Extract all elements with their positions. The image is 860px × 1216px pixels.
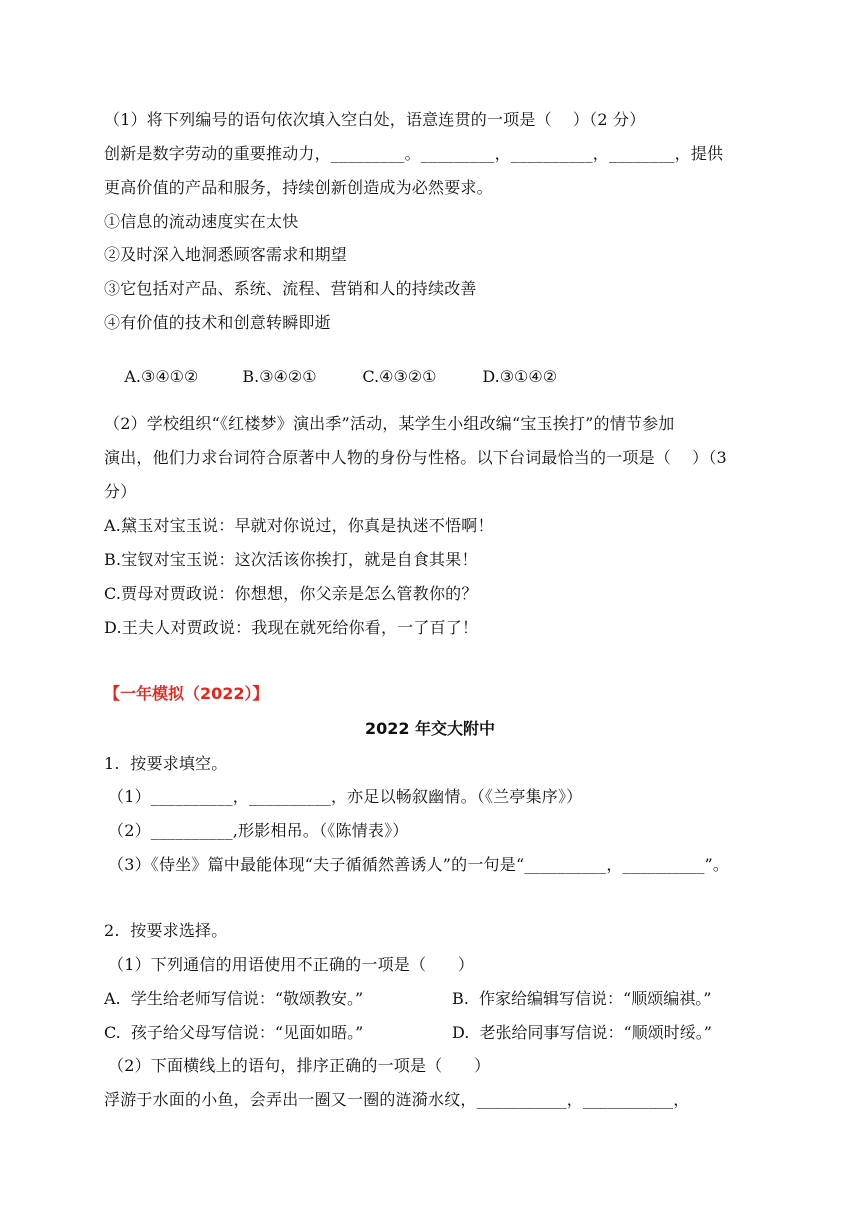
- q1-item-1: ①信息的流动速度实在太快: [104, 212, 299, 231]
- part2-option-b: B. 作家给编辑写信说：“顺颂编祺。”: [452, 989, 712, 1008]
- q1-passage-line-2: 更高价值的产品和服务，持续创新创造成为必然要求。: [104, 178, 493, 197]
- q2-option-a: A.黛玉对宝玉说：早就对你说过，你真是执迷不悟啊！: [104, 516, 494, 535]
- q1-item-3: ③它包括对产品、系统、流程、营销和人的持续改善: [104, 279, 477, 298]
- q1-stem: （1）将下列编号的语句依次填入空白处，语意连贯的一项是（ ）（2 分）: [104, 110, 646, 129]
- q1-options: [104, 347, 557, 407]
- q1-option-c: C.④③②①: [362, 367, 437, 386]
- q2-option-b: B.宝钗对宝玉说：这次活该你挨打，就是自食其果！: [104, 550, 478, 569]
- part2-option-d: D. 老张给同事写信说：“顺颂时绥。”: [452, 1023, 712, 1042]
- q1-passage-line-1: 创新是数字劳动的重要推动力，_________。_________，__________，________，提供: [104, 144, 724, 163]
- part2-option-c: C. 孩子给父母写信说：“见面如晤。”: [104, 1023, 364, 1042]
- q2-stem-line-2: 演出，他们力求台词符合原著中人物的身份与性格。以下台词最恰当的一项是（ ）（3: [104, 448, 727, 467]
- part1-line-1: （1）__________，__________，亦足以畅叙幽情。（《兰亭集序》）: [108, 787, 583, 806]
- part2-passage: 浮游于水面的小鱼，会弄出一圈又一圈的涟漪水纹，___________，___________，: [104, 1090, 690, 1109]
- q1-option-a: A.③④①②: [124, 367, 199, 386]
- q1-item-2: ②及时深入地洞悉顾客需求和期望: [104, 245, 348, 264]
- part1-line-3: （3）《侍坐》篇中最能体现“夫子循循然善诱人”的一句是“__________，__________”。: [108, 855, 730, 874]
- q1-option-d: D.③①④②: [482, 367, 558, 386]
- section-heading: 【一年模拟（2022）】: [104, 684, 269, 703]
- section-title: 2022 年交大附中: [364, 719, 496, 738]
- part1-line-2: （2）__________,形影相吊。（《陈情表》）: [108, 821, 409, 840]
- q2-stem-line-1: （2）学校组织“《红楼梦》演出季”活动，某学生小组改编“宝玉挨打”的情节参加: [104, 414, 675, 433]
- part2-option-a: A. 学生给老师写信说：“敬颂教安。”: [104, 989, 364, 1008]
- q1-option-b: B.③④②①: [242, 367, 317, 386]
- part1-title: 1. 按要求填空。: [104, 754, 228, 773]
- part2-sub-2: （2）下面横线上的语句，排序正确的一项是（ ）: [108, 1056, 491, 1075]
- part2-sub-1: （1）下列通信的用语使用不正确的一项是（ ）: [108, 955, 475, 974]
- q2-option-c: C.贾母对贾政说：你想想，你父亲是怎么管教你的？: [104, 584, 478, 603]
- q1-item-4: ④有价值的技术和创意转瞬即逝: [104, 313, 331, 332]
- q2-option-d: D.王夫人对贾政说：我现在就死给你看，一了百了！: [104, 618, 479, 637]
- q2-stem-line-3: 分）: [104, 482, 137, 501]
- part2-title: 2. 按要求选择。: [104, 921, 228, 940]
